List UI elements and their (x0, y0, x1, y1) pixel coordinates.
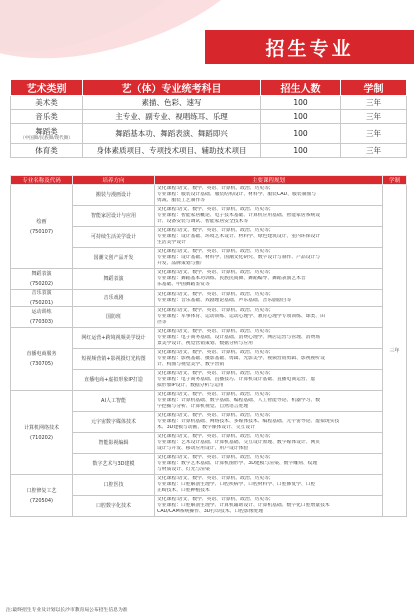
course-line: 文化课程:语文、数学、英语、计算机、政治、历史等; (157, 497, 271, 502)
table-row (11, 391, 407, 412)
course-line: 文化课程:语文、数学、英语、计算机、政治、历史等; (157, 434, 271, 439)
course-line: 专业课程：服装设计基础、服装结构设计、材料学、服装CAD、服装制图与 (157, 192, 317, 197)
category-cell (11, 144, 83, 158)
major-code: (750107) (30, 228, 53, 235)
years-cell: 三年 (341, 96, 407, 110)
major-cell (11, 290, 73, 307)
direction-cell: 直播电商+虚拟形象IP打造 (73, 370, 155, 391)
major-cell (11, 391, 73, 475)
subjects-table (10, 79, 407, 158)
years-cell: 三年 (341, 110, 407, 124)
courses-cell (155, 269, 383, 290)
major-code: (750202) (30, 281, 53, 287)
courses-cell (155, 185, 383, 206)
major-name: 运动训练 (31, 309, 52, 315)
course-line: 文化课程:语文、数学、英语、计算机、政治、历史等; (157, 186, 271, 191)
course-line: 文化课程:语文、数学、英语、计算机、政治、历史等; (157, 392, 271, 397)
course-line: 专业课程：军事体育、运动训练、运动心理学、教育心理学专项训练、球类、田 (157, 314, 325, 319)
subjects-cell: 舞蹈基本功、舞蹈表演、舞蹈即兴 (83, 124, 261, 144)
course-line: 文化课程:语文、数学、英语、计算机、政治、历史等; (157, 350, 271, 355)
count-cell: 100 (261, 96, 341, 110)
column-header: 学制 (341, 80, 407, 96)
course-line: 计、设备安装与调试、智能家居安全技术等 (157, 219, 249, 224)
course-line: 文化课程:语文、数学、英语、计算机、政治、历史等; (157, 308, 271, 313)
courses-cell (155, 307, 383, 328)
courses-cell (155, 206, 383, 227)
column-header: 学制 (383, 176, 407, 185)
major-cell (11, 269, 73, 290)
course-line: 专业课程：数字艺术基础、计算机图形学、3D建模与渲染、数字雕刻、纹理 (157, 461, 318, 466)
direction-cell: 口腔医技 (73, 475, 155, 496)
courses-cell (155, 391, 383, 412)
courses-cell (155, 412, 383, 433)
table-row (11, 269, 407, 290)
courses-cell (155, 496, 383, 517)
course-line: 文化课程:语文、数学、英语、计算机、政治、历史等; (157, 413, 271, 418)
course-line: 文化课程:语文、数学、英语、计算机、政治、历史等; (157, 476, 271, 481)
courses-cell (155, 290, 383, 307)
category-cell (11, 124, 83, 144)
course-line: 计、构图与视觉美学、数字营销 (157, 362, 225, 367)
table-row (11, 475, 407, 496)
course-line: 专业课程：计算机基础、网络技术、多媒体技术、编程基础、元宇宙导论、虚拟现实技 (157, 419, 340, 424)
category-label: 音乐类 (35, 112, 58, 121)
direction-cell: AI人工智能 (73, 391, 155, 412)
count-cell: 100 (261, 144, 341, 158)
courses-cell (155, 349, 383, 370)
course-line: 正畸技术、口腔种植技术 (157, 488, 210, 493)
course-line: CAD/CAM系统操作、3D打印技术、口腔影像处理 (157, 509, 264, 514)
direction-cell: 可持续生活美学设计 (73, 227, 155, 248)
course-line: 专业课程：音乐基础、戏剧理论基础、声乐基础、音乐剧剧目等 (157, 298, 292, 303)
course-line: 文化课程:语文、数学、英语、计算机、政治、历史等; (157, 270, 271, 275)
major-code: (720504) (30, 497, 53, 504)
count-cell: 100 (261, 110, 341, 124)
subjects-cell: 身体素质项目、专项技术项目、辅助技术项目 (83, 144, 261, 158)
column-header: 招生人数 (261, 80, 341, 96)
table-row (11, 307, 407, 328)
major-name: 计算机网络技术 (23, 424, 59, 431)
courses-cell (155, 227, 383, 248)
direction-cell: 搬装与漫画设计 (73, 185, 155, 206)
major-code: (710202) (30, 434, 53, 441)
majors-table (10, 175, 407, 517)
major-cell (11, 475, 73, 517)
course-line: 景美学设计、视觉营销策划、数据分析与应用 (157, 341, 253, 346)
major-cell (11, 185, 73, 269)
header-banner (0, 0, 414, 90)
course-line: 专业课程：设计基础、环境艺术设计、材料学、绿色建筑设计、室内环保设计 (157, 234, 321, 239)
course-line: 文化课程:语文、数学、英语、计算机、政治、历史等; (157, 292, 271, 297)
subjects-cell: 主专业、副专业、视唱练耳、乐理 (83, 110, 261, 124)
major-code: (730705) (30, 361, 53, 367)
column-header: 主要课程规划 (155, 176, 383, 185)
major-code: (770303) (30, 319, 53, 325)
course-line: 专业课程：口腔解剖生理学、计算机辅助设计、计算机基础、数字化口腔增量技术 (157, 503, 330, 508)
course-line: 文化课程:语文、数学、英语、计算机、政治、历史等; (157, 249, 271, 254)
banner-title-bar (205, 30, 414, 64)
major-name: 舞蹈表演 (31, 271, 52, 277)
course-line: 文化课程:语文、数学、英语、计算机、政治、历史等; (157, 207, 271, 212)
years-cell: 三年 (341, 124, 407, 144)
course-line: 生活美学设计 (157, 240, 186, 245)
direction-cell: 网红运营+跨境视频美学设计 (73, 328, 155, 349)
course-line: 字挖掘与分析、计算机视觉、自然语言处理 (157, 404, 249, 409)
table-row (11, 96, 407, 110)
course-line: 设计与开发、移动应用设计、用户设计体验 (157, 446, 249, 451)
table-row (11, 124, 407, 144)
category-label: 体育类 (35, 146, 58, 155)
footnote: 注:最终招生专业及计划以长沙市教育局公布招生信息为准 (6, 608, 128, 613)
table-row (11, 328, 407, 349)
major-name: 音乐表演 (31, 290, 52, 296)
course-line: 文化课程:语文、数学、英语、计算机、政治、历史等; (157, 228, 271, 233)
course-line: 开发、品牌策划与推广 (157, 261, 205, 266)
direction-cell: 数字艺术与3D建模 (73, 454, 155, 475)
direction-cell: 舞蹈表演 (73, 269, 155, 290)
courses-cell (155, 433, 383, 454)
course-line: 专业课程：电子商务基础、直播技巧、计算机设计基础、直播电商运营、虚 (157, 377, 316, 382)
page-title: 招生专业 (265, 37, 354, 60)
courses-cell (155, 475, 383, 496)
table-row (11, 110, 407, 124)
direction-cell: 国潮文创产品开发 (73, 248, 155, 269)
column-header: 培养方向 (73, 176, 155, 185)
major-name: 口腔修复工艺 (26, 487, 57, 494)
direction-cell: 元宇宙数字媒体技术 (73, 412, 155, 433)
years-cell: 三年 (383, 185, 407, 517)
direction-cell: 智能影视编辑 (73, 433, 155, 454)
course-line: 文化课程:语文、数学、英语、计算机、政治、历史等; (157, 371, 271, 376)
course-line: 专业课程：智能家居概论、电子技术基础、计算机应用基础、智能家居系统设 (157, 213, 321, 218)
major-name: 绘画 (36, 218, 47, 225)
major-code: (750201) (30, 300, 53, 306)
course-line: 专业课程：艺术设计基础、计算机基础、交互设计原理、数字媒体设计、网页 (157, 440, 321, 445)
courses-cell (155, 248, 383, 269)
courses-cell (155, 370, 383, 391)
course-line: 专业课程：舞蹈基本功训练、民族民间舞、舞蹈编导、舞蹈表演艺术音 (157, 276, 306, 281)
years-cell: 三年 (341, 144, 407, 158)
major-cell (11, 307, 73, 328)
category-cell (11, 96, 83, 110)
major-cell (11, 328, 73, 391)
course-line: 径等 (157, 320, 167, 325)
direction-cell: 短视频营销+影视摄灯光构图 (73, 349, 155, 370)
course-line: 专业课程：计算机基础、数字基础、编程基础、人工智能导论、机器学习、数 (157, 398, 321, 403)
course-line: 专业课程：影视基础、摄影基础、剪辑、光影美学、视频营销剪辑、影视视听设 (157, 356, 325, 361)
column-header: 艺术类别 (11, 80, 83, 96)
major-name: 直播电商服务 (26, 351, 57, 357)
column-header: 专业名称及代码 (11, 176, 73, 185)
course-line: 与材质设计、灯光与渲染 (157, 467, 210, 472)
direction-cell: 音乐戏剧 (73, 290, 155, 307)
courses-cell (155, 328, 383, 349)
course-line: 专业课程：电子商务基础、设计基础、消费心理学、网店运营与管理、消费场 (157, 335, 321, 340)
column-header: 艺（体）专业统考科目 (83, 80, 261, 96)
category-cell (11, 110, 83, 124)
course-line: 剪裁、服装工艺制作等 (157, 198, 205, 203)
course-line: 乐基础、中国舞蹈鉴赏等 (157, 282, 210, 287)
course-line: 文化课程:语文、数学、英语、计算机、政治、历史等; (157, 455, 271, 460)
table-row (11, 290, 407, 307)
direction-cell: 国防班 (73, 307, 155, 328)
direction-cell: 口腔数字化技术 (73, 496, 155, 517)
course-line: 专业课程：口腔解剖生理学、口腔疾病学、口腔材料学、口腔修复学、口腔 (157, 482, 316, 487)
category-label: 美术类 (35, 98, 58, 107)
courses-cell (155, 454, 383, 475)
table-row (11, 144, 407, 158)
table-row (11, 185, 407, 206)
category-label: 舞蹈类 (35, 126, 58, 136)
course-line: 术、3D建模与动画、数字媒体设计、交互设计 (157, 425, 255, 430)
course-line: 专业课程：设计基础、材料学、国潮文化研究、数字设计与制作、产品设计与 (157, 255, 321, 260)
course-line: 拟形象IP设计、数据分析与运用 (157, 383, 224, 388)
count-cell: 100 (261, 124, 341, 144)
category-sublabel: （中国舞/民族舞/现代舞） (20, 135, 73, 141)
course-line: 文化课程:语文、数学、英语、计算机、政治、历史等; (157, 329, 271, 334)
subjects-cell: 素描、色彩、速写 (83, 96, 261, 110)
direction-cell: 智能家居设计与应用 (73, 206, 155, 227)
